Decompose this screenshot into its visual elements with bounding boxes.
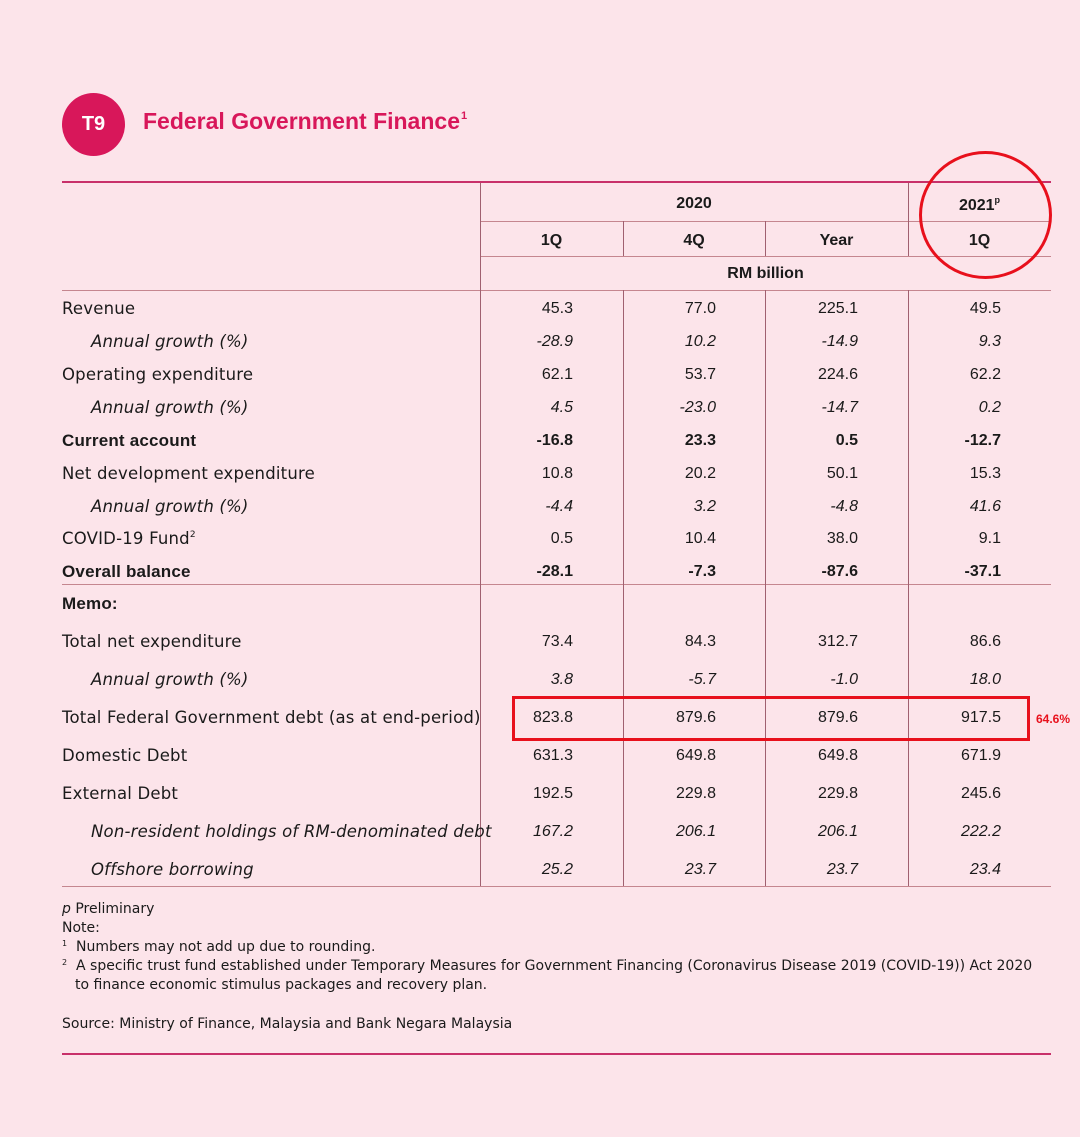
table-cell: 23.3 xyxy=(684,432,716,449)
memo-label: Memo: xyxy=(62,594,118,613)
table-cell: 167.2 xyxy=(532,823,573,840)
row-label: Operating expenditure xyxy=(62,365,254,384)
table-cell: 3.8 xyxy=(550,671,573,688)
table-cell: 41.6 xyxy=(969,498,1001,515)
table-cell: 53.7 xyxy=(684,366,716,383)
table-cell: 206.1 xyxy=(675,823,716,840)
header-4q-2020: 4Q xyxy=(683,232,705,249)
table-cell: 0.5 xyxy=(550,530,573,547)
table-cell: 18.0 xyxy=(969,671,1001,688)
row-label: Total net expenditure xyxy=(62,632,242,651)
highlight-box-debt-row xyxy=(512,696,1030,741)
table-cell: 84.3 xyxy=(684,633,716,650)
table-cell: -14.9 xyxy=(821,333,858,350)
table-cell: -37.1 xyxy=(964,563,1001,580)
row-label: Total Federal Government debt (as at end-period) xyxy=(62,708,481,727)
source-note: Source: Ministry of Finance, Malaysia and Bank Negara Malaysia xyxy=(62,1016,513,1032)
table-cell: 38.0 xyxy=(826,530,858,547)
table-cell: 20.2 xyxy=(684,465,716,482)
table-cell: 229.8 xyxy=(817,785,858,802)
table-cell: 823.8 xyxy=(532,709,573,726)
table-cell: 23.7 xyxy=(826,861,858,878)
table-cell: 45.3 xyxy=(541,300,573,317)
table-cell: 9.1 xyxy=(978,530,1001,547)
table-cell: -4.4 xyxy=(545,498,573,515)
table-cell: 77.0 xyxy=(684,300,716,317)
footnote-preliminary: p Preliminary xyxy=(62,901,155,917)
table-cell: 62.2 xyxy=(969,366,1001,383)
table-cell: 50.1 xyxy=(826,465,858,482)
table-cell: 224.6 xyxy=(817,366,858,383)
row-label: External Debt xyxy=(62,784,179,803)
table-cell: 10.8 xyxy=(541,465,573,482)
table-cell: -23.0 xyxy=(679,399,716,416)
table-cell: 23.7 xyxy=(684,861,716,878)
table-cell: 312.7 xyxy=(817,633,858,650)
table-cell: -1.0 xyxy=(830,671,858,688)
table-cell: 649.8 xyxy=(675,747,716,764)
table-cell: 222.2 xyxy=(960,823,1001,840)
unit-label: RM billion xyxy=(727,265,804,282)
footnote-2: $^2$ A specific trust fund established under Temporary Measures for Government Financing (Coronavirus Disease 2019 (COVID-19)) Act 2020 xyxy=(62,958,1033,974)
table-cell: 25.2 xyxy=(541,861,573,878)
table-number-badge: T9 xyxy=(62,93,125,156)
table-cell: -14.7 xyxy=(821,399,858,416)
table-cell: -87.6 xyxy=(821,563,858,580)
row-label: Annual growth (%) xyxy=(91,497,249,516)
table-cell: 879.6 xyxy=(675,709,716,726)
table-cell: 23.4 xyxy=(969,861,1001,878)
row-label: Annual growth (%) xyxy=(91,332,249,351)
table-title: Federal Government Finance$^1$ xyxy=(143,108,468,134)
table-cell: 192.5 xyxy=(532,785,573,802)
table-cell: 206.1 xyxy=(817,823,858,840)
header-2020: 2020 xyxy=(676,195,712,212)
header-bottom-line xyxy=(62,290,1051,291)
table-cell: 15.3 xyxy=(969,465,1001,482)
table-cell: 917.5 xyxy=(960,709,1001,726)
row-label: Non-resident holdings of RM-denominated debt xyxy=(91,822,492,841)
table-cell: 9.3 xyxy=(978,333,1001,350)
footnote-2-continued: to finance economic stimulus packages and recovery plan. xyxy=(75,977,488,993)
row-label: Annual growth (%) xyxy=(91,398,249,417)
memo-divider xyxy=(62,584,1051,585)
row-label: Current account xyxy=(62,431,197,450)
table-cell: -4.8 xyxy=(830,498,858,515)
table-cell: 10.2 xyxy=(684,333,716,350)
table-cell: 0.5 xyxy=(835,432,858,449)
row-footnote-mark: 2 xyxy=(189,530,196,540)
row-label: Net development expenditure xyxy=(62,464,315,483)
table-cell: -5.7 xyxy=(688,671,716,688)
title-footnote-mark: 1 xyxy=(460,110,468,122)
table-bottom-line xyxy=(62,886,1051,887)
footnote-note: Note: xyxy=(62,920,100,936)
table-cell: -28.9 xyxy=(536,333,573,350)
footnote-1: $^1$ Numbers may not add up due to rounding. xyxy=(62,939,376,955)
table-cell: -28.1 xyxy=(536,563,573,580)
bottom-rule xyxy=(62,1053,1051,1055)
debt-to-gdp-annotation: 64.6% xyxy=(1036,712,1071,726)
table-cell: -7.3 xyxy=(688,563,716,580)
row-label: COVID-19 Fund$^2$ xyxy=(62,529,196,548)
table-cell: -12.7 xyxy=(964,432,1001,449)
table-cell: 49.5 xyxy=(969,300,1001,317)
table-cell: 229.8 xyxy=(675,785,716,802)
table-cell: 879.6 xyxy=(817,709,858,726)
table-cell: 671.9 xyxy=(960,747,1001,764)
table-cell: 73.4 xyxy=(541,633,573,650)
table-cell: 0.2 xyxy=(978,399,1001,416)
header-2021: 2021$^p$ xyxy=(958,195,1001,214)
table-cell: 225.1 xyxy=(817,300,858,317)
header-1q-2021: 1Q xyxy=(968,232,991,249)
row-label: Overall balance xyxy=(62,562,191,581)
table-cell: 86.6 xyxy=(969,633,1001,650)
table-cell: 649.8 xyxy=(817,747,858,764)
table-cell: 3.2 xyxy=(693,498,716,515)
row-label: Revenue xyxy=(62,299,136,318)
row-label: Offshore borrowing xyxy=(91,860,254,879)
row-label: Annual growth (%) xyxy=(91,670,249,689)
header-1q-2020: 1Q xyxy=(540,232,563,249)
highlight-circle-2021 xyxy=(919,151,1052,279)
table-cell: 631.3 xyxy=(532,747,573,764)
table-cell: 62.1 xyxy=(541,366,573,383)
header-year-2020: Year xyxy=(819,232,854,249)
row-label: Domestic Debt xyxy=(62,746,188,765)
top-rule xyxy=(62,181,1051,183)
table-cell: -16.8 xyxy=(536,432,573,449)
table-cell: 10.4 xyxy=(684,530,716,547)
table-cell: 4.5 xyxy=(550,399,573,416)
table-cell: 245.6 xyxy=(960,785,1001,802)
